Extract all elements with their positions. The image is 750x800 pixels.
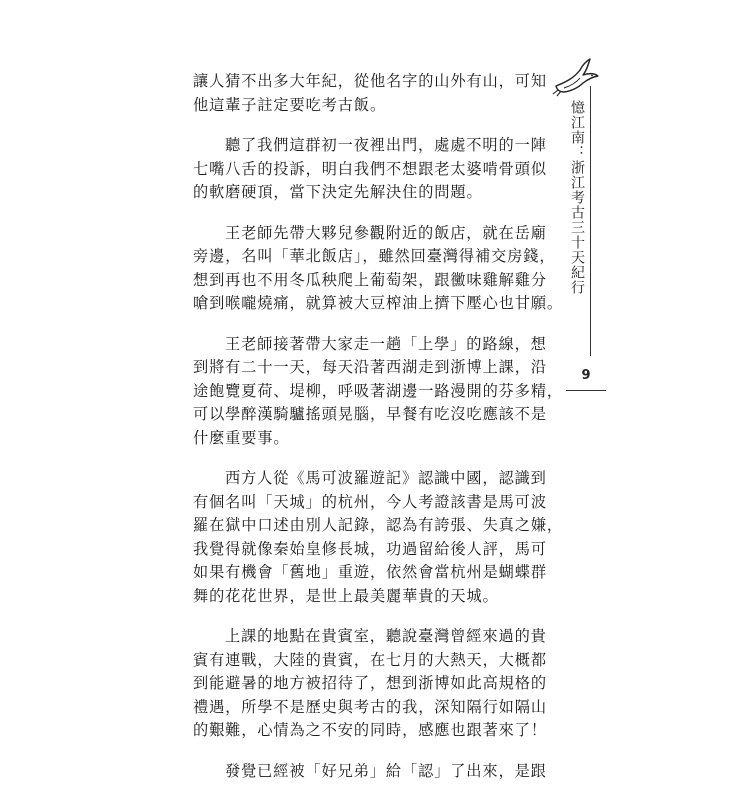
paragraph (193, 625, 547, 743)
text-line: 到將有二十一天，每天沿著西湖走到浙博上課，沿 (193, 358, 547, 376)
text-line: 嗆到喉嚨燒痛，就算被大豆榨油上擠下壓心也甘願。 (193, 294, 564, 312)
text-line: 旁邊，名叫「華北飯店」，雖然回臺灣得補交房錢， (193, 247, 556, 265)
text-line: 王老師接著帶大家走一趟「上學」的路線，想 (225, 334, 547, 353)
text-line: 他這輩子註定要吃考古飯。 (193, 95, 387, 114)
text-line: 讓人猜不出多大年紀，從他名字的山外有山，可知 (193, 72, 547, 90)
bird-icon (552, 56, 600, 98)
paragraph (193, 760, 547, 784)
text-line: 上課的地點在貴賓室，聽說臺灣曾經來過的貴 (225, 627, 547, 645)
text-line: 想到再也不用冬瓜秧爬上葡萄架，跟黴味雞解雞分 (193, 270, 547, 289)
page-number: 9 (581, 368, 591, 383)
paragraph (193, 333, 564, 451)
text-line: 西方人從《馬可波羅遊記》認識中國，認識到 (225, 469, 547, 487)
text-line: 的艱難，心情為之不安的同時，感應也跟著來了！ (193, 721, 547, 739)
text-line: 可以學醉漢騎驢搖頭晃腦，早餐有吃沒吃應該不是 (193, 405, 547, 423)
running-head-rule (590, 86, 591, 356)
text-line: 聽了我們這群初一夜裡出門，處處不明的一陣 (225, 136, 547, 154)
text-line: 有個名叫「天城」的杭州，今人考證該書是馬可波 (193, 492, 547, 511)
paragraph (193, 70, 547, 117)
paragraph (193, 222, 564, 316)
text-line: 的軟磨硬頂，當下決定先解決住的問題。 (193, 183, 483, 201)
body-text (193, 70, 564, 800)
text-line: 我覺得就像秦始皇修長城，功過留給後人評，馬可 (193, 539, 547, 558)
text-line: 舞的花花世界，是世上最美麗華貴的天城。 (193, 586, 499, 605)
text-line: 到能避暑的地方被招待了，想到浙博如此高規格的 (193, 674, 547, 692)
running-head: 憶江南：浙江考古三十天紀行 (569, 100, 585, 295)
paragraph (193, 467, 564, 608)
text-line: 如果有機會「舊地」重遊，依然會當杭州是蝴蝶群 (193, 563, 547, 581)
text-line: 王老師先帶大夥兒參觀附近的飯店，就在岳廟 (225, 223, 547, 242)
text-line: 發覺已經被「好兄弟」給「認」了出來，是跟 (225, 761, 547, 780)
paragraph (193, 134, 547, 205)
page-number-rule (566, 390, 606, 391)
text-line: 賓有連戰，大陸的貴賓，在七月的大熱天，大概都 (193, 650, 547, 669)
text-line: 七嘴八舌的投訴，明白我們不想跟老太婆啃骨頭似 (193, 159, 547, 178)
text-line: 禮遇，所學不是歷史與考古的我，深知隔行如隔山 (193, 697, 547, 716)
text-line: 途飽覽夏荷、堤柳，呼吸著湖邊一路漫開的芬多精， (193, 381, 564, 400)
text-line: 什麼重要事。 (193, 428, 290, 447)
text-line: 羅在獄中口述由別人記錄，認為有誇張、失真之嫌， (193, 516, 564, 534)
